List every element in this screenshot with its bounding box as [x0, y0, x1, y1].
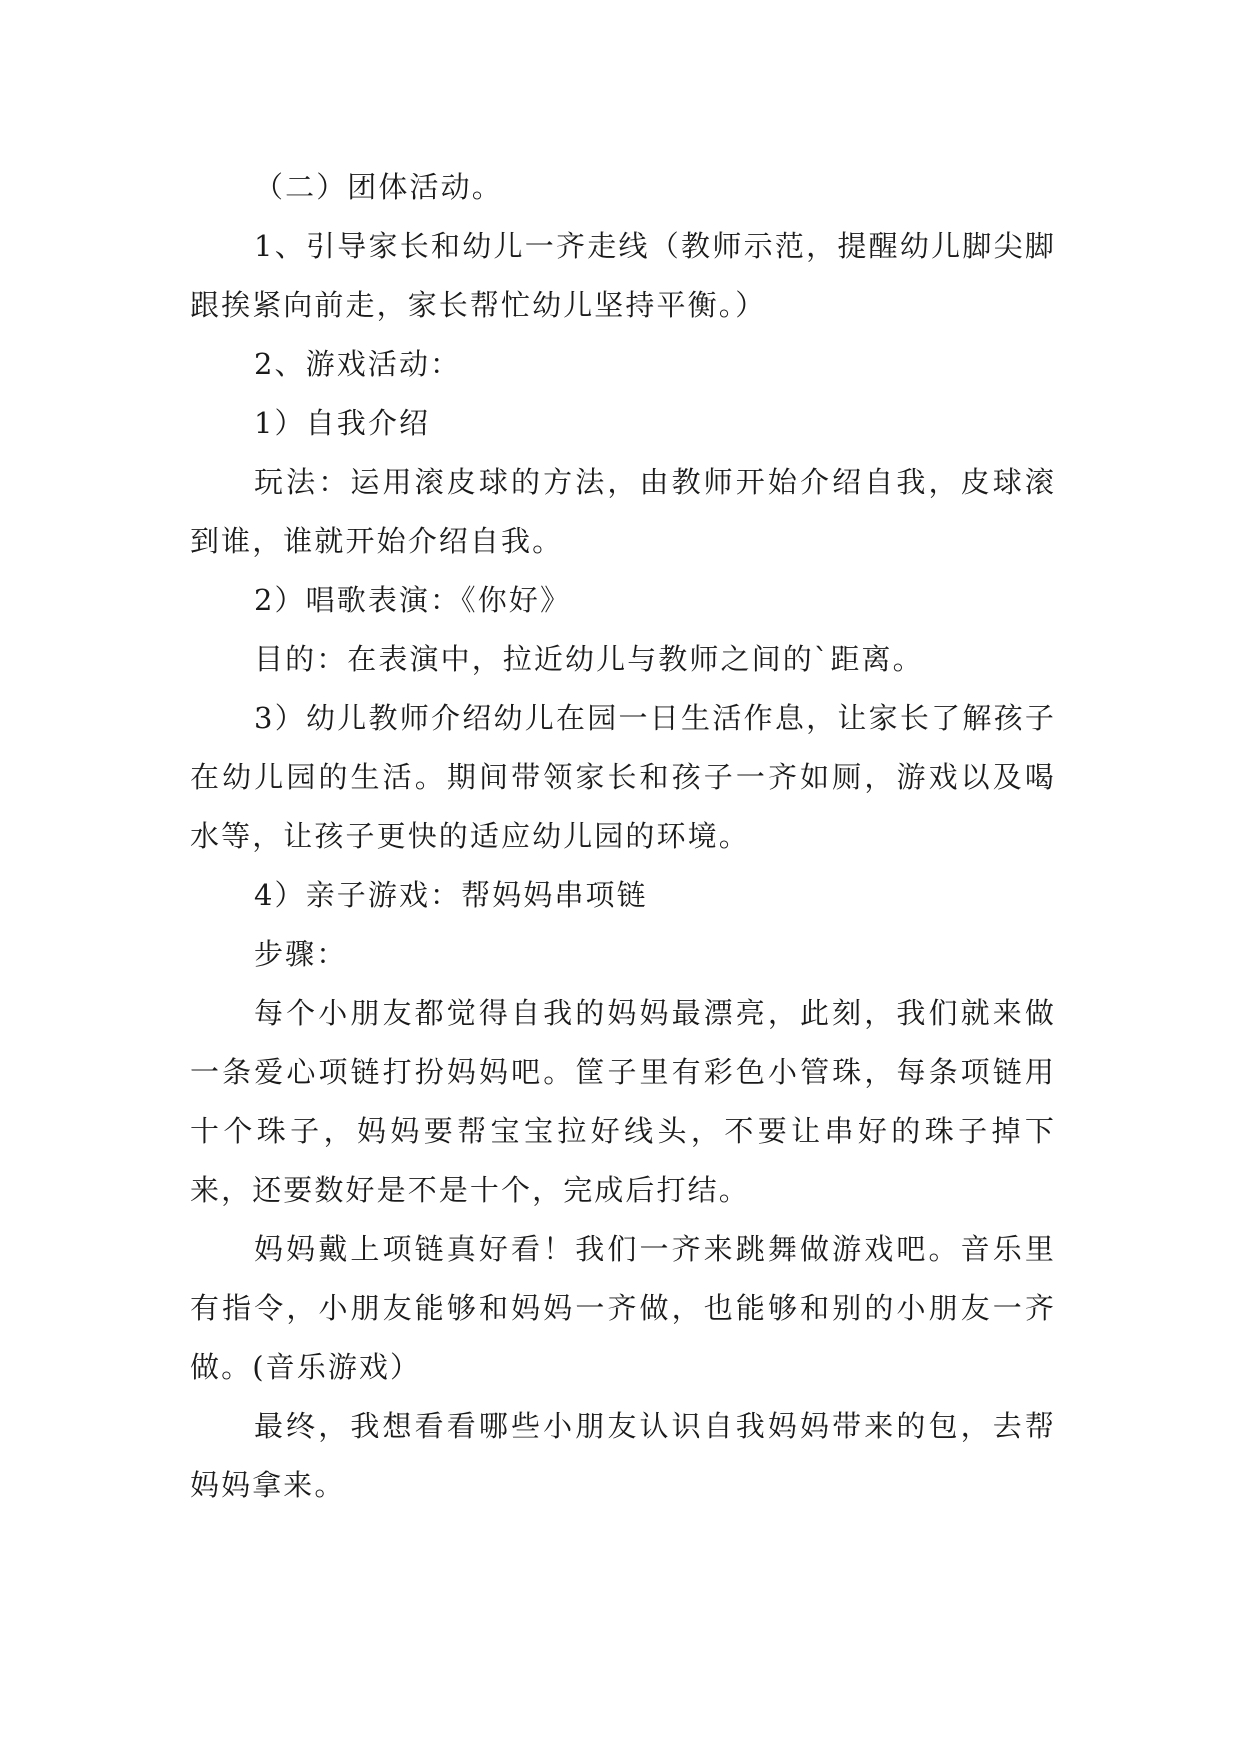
item-parent-child-game: 4）亲子游戏：帮妈妈串项链: [254, 878, 648, 912]
paragraph-purpose: 目的：在表演中，拉近幼儿与教师之间的`距离。: [254, 642, 924, 676]
section-heading: （二）团体活动。: [254, 170, 503, 204]
subheading-game-activities: 2、游戏活动：: [254, 347, 462, 381]
item-self-introduction: 1）自我介绍: [254, 406, 431, 440]
paragraph-dance-game: 妈妈戴上项链真好看！我们一齐来跳舞做游戏吧。音乐里有指令，小朋友能够和妈妈一齐做，也能够和别的小朋友一齐做。(音乐游戏）: [190, 1232, 1056, 1384]
paragraph-walk-line: 1、引导家长和幼儿一齐走线（教师示范，提醒幼儿脚尖脚跟挨紧向前走，家长帮忙幼儿坚持平衡。）: [190, 229, 1056, 322]
item-song-performance: 2）唱歌表演：《你好》: [254, 583, 572, 617]
paragraph-necklace: 每个小朋友都觉得自我的妈妈最漂亮，此刻，我们就来做一条爱心项链打扮妈妈吧。筐子里有彩色小管珠，每条项链用十个珠子，妈妈要帮宝宝拉好线头，不要让串好的珠子掉下来，还要数好是不是十个，完成后打结。: [190, 996, 1056, 1207]
document-body: [190, 158, 1056, 1515]
paragraph-gameplay: 玩法：运用滚皮球的方法，由教师开始介绍自我，皮球滚到谁，谁就开始介绍自我。: [190, 465, 1056, 558]
subheading-steps: 步骤：: [254, 937, 348, 971]
paragraph-bag-finding: 最终，我想看看哪些小朋友认识自我妈妈带来的包，去帮妈妈拿来。: [190, 1409, 1056, 1502]
paragraph-daily-routine: 3）幼儿教师介绍幼儿在园一日生活作息，让家长了解孩子在幼儿园的生活。期间带领家长和孩子一齐如厕，游戏以及喝水等，让孩子更快的适应幼儿园的环境。: [190, 701, 1056, 853]
